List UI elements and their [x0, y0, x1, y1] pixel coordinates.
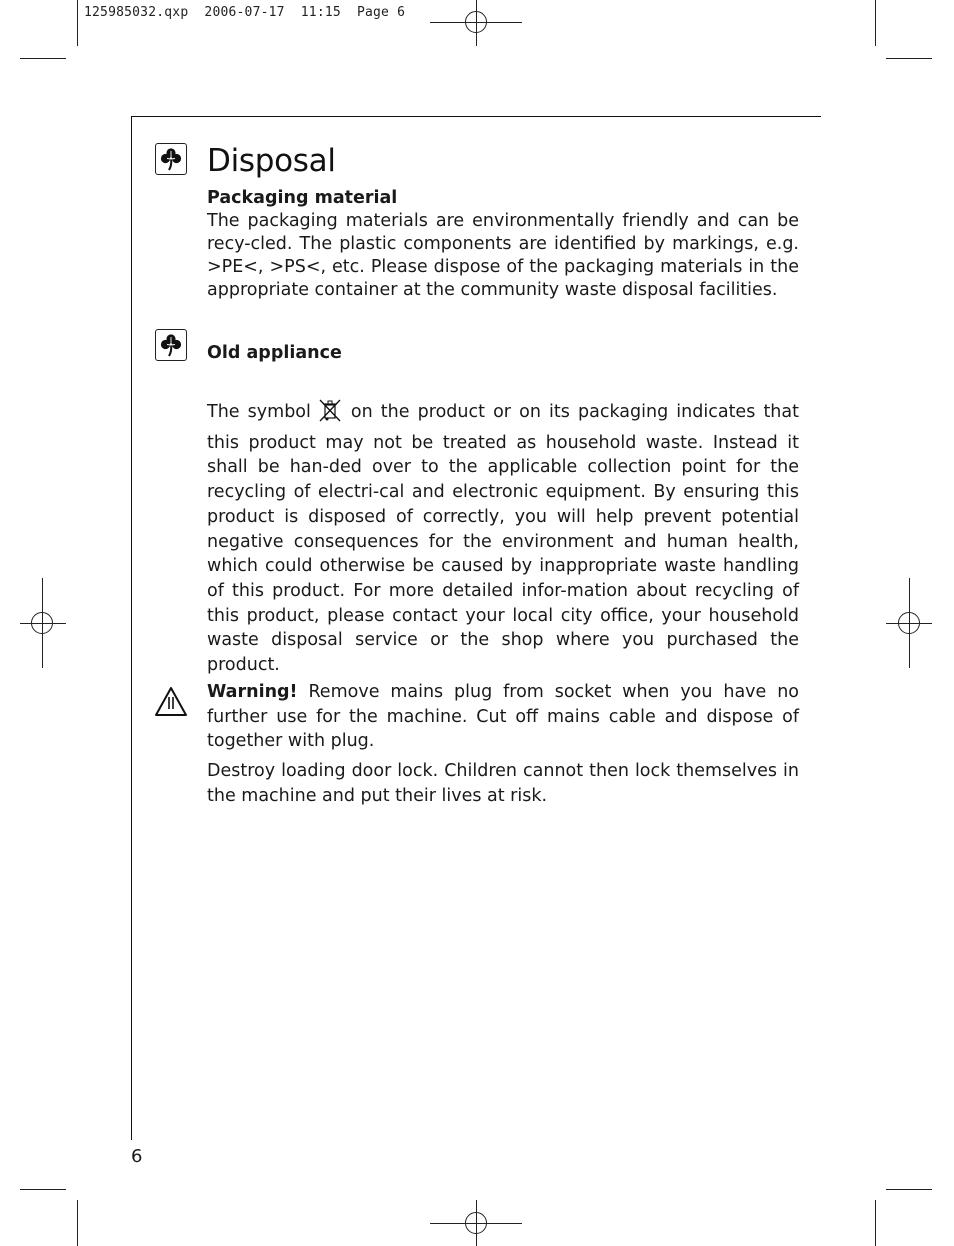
page-frame-top [131, 116, 821, 117]
warning-body: Remove mains plug from socket when you have no further use for the machine. Cut off mains cable and dispose of together with plug. [207, 682, 799, 751]
door-lock-paragraph: Destroy loading door lock. Children cannot then lock themselves in the machine and put their lives at risk. [207, 761, 799, 806]
clover-icon [155, 143, 187, 175]
crossed-bin-icon [317, 397, 343, 431]
warning-label: Warning! [207, 682, 298, 702]
page-title: Disposal [207, 143, 336, 179]
slug-time: 11:15 [300, 5, 341, 20]
old-appliance-heading: Old appliance [207, 343, 342, 363]
page-number: 6 [131, 1146, 143, 1167]
old-appliance-body-rest: on the product or on its packaging indicates that this product may not be treated as household waste. Instead it shall be han-ded over to the applicable collection point for the recycling of electri-cal and electronic equipment. By ensuring this product is disposed of correctly, you will help prevent potential negative consequences for the environment and human health, which could otherwise be caused by inappropriate waste handling of this product. For more detailed infor-mation about recycling of this product, please contact your local city office, your household waste disposal service or the shop where you purchased the product. [207, 402, 799, 676]
slug-filename: 125985032.qxp [84, 5, 189, 20]
slug-page: Page 6 [356, 5, 406, 20]
old-appliance-body-start: The symbol [207, 402, 311, 422]
clover-icon [155, 329, 187, 361]
packaging-body: The packaging materials are environmentally friendly and can be recy-cled. The plastic components are identified by markings, e.g. >PE<, >PS<, etc. Please dispose of the packaging materials in the appropriate container at the community waste disposal facilities. [207, 211, 799, 300]
packaging-heading: Packaging material [207, 188, 398, 208]
warning-paragraph [207, 680, 799, 754]
old-appliance-body [207, 397, 799, 678]
warning-triangle-icon [154, 686, 188, 722]
page-frame-left [131, 116, 132, 1140]
print-slug [84, 5, 405, 20]
slug-date: 2006-07-17 [204, 5, 285, 20]
